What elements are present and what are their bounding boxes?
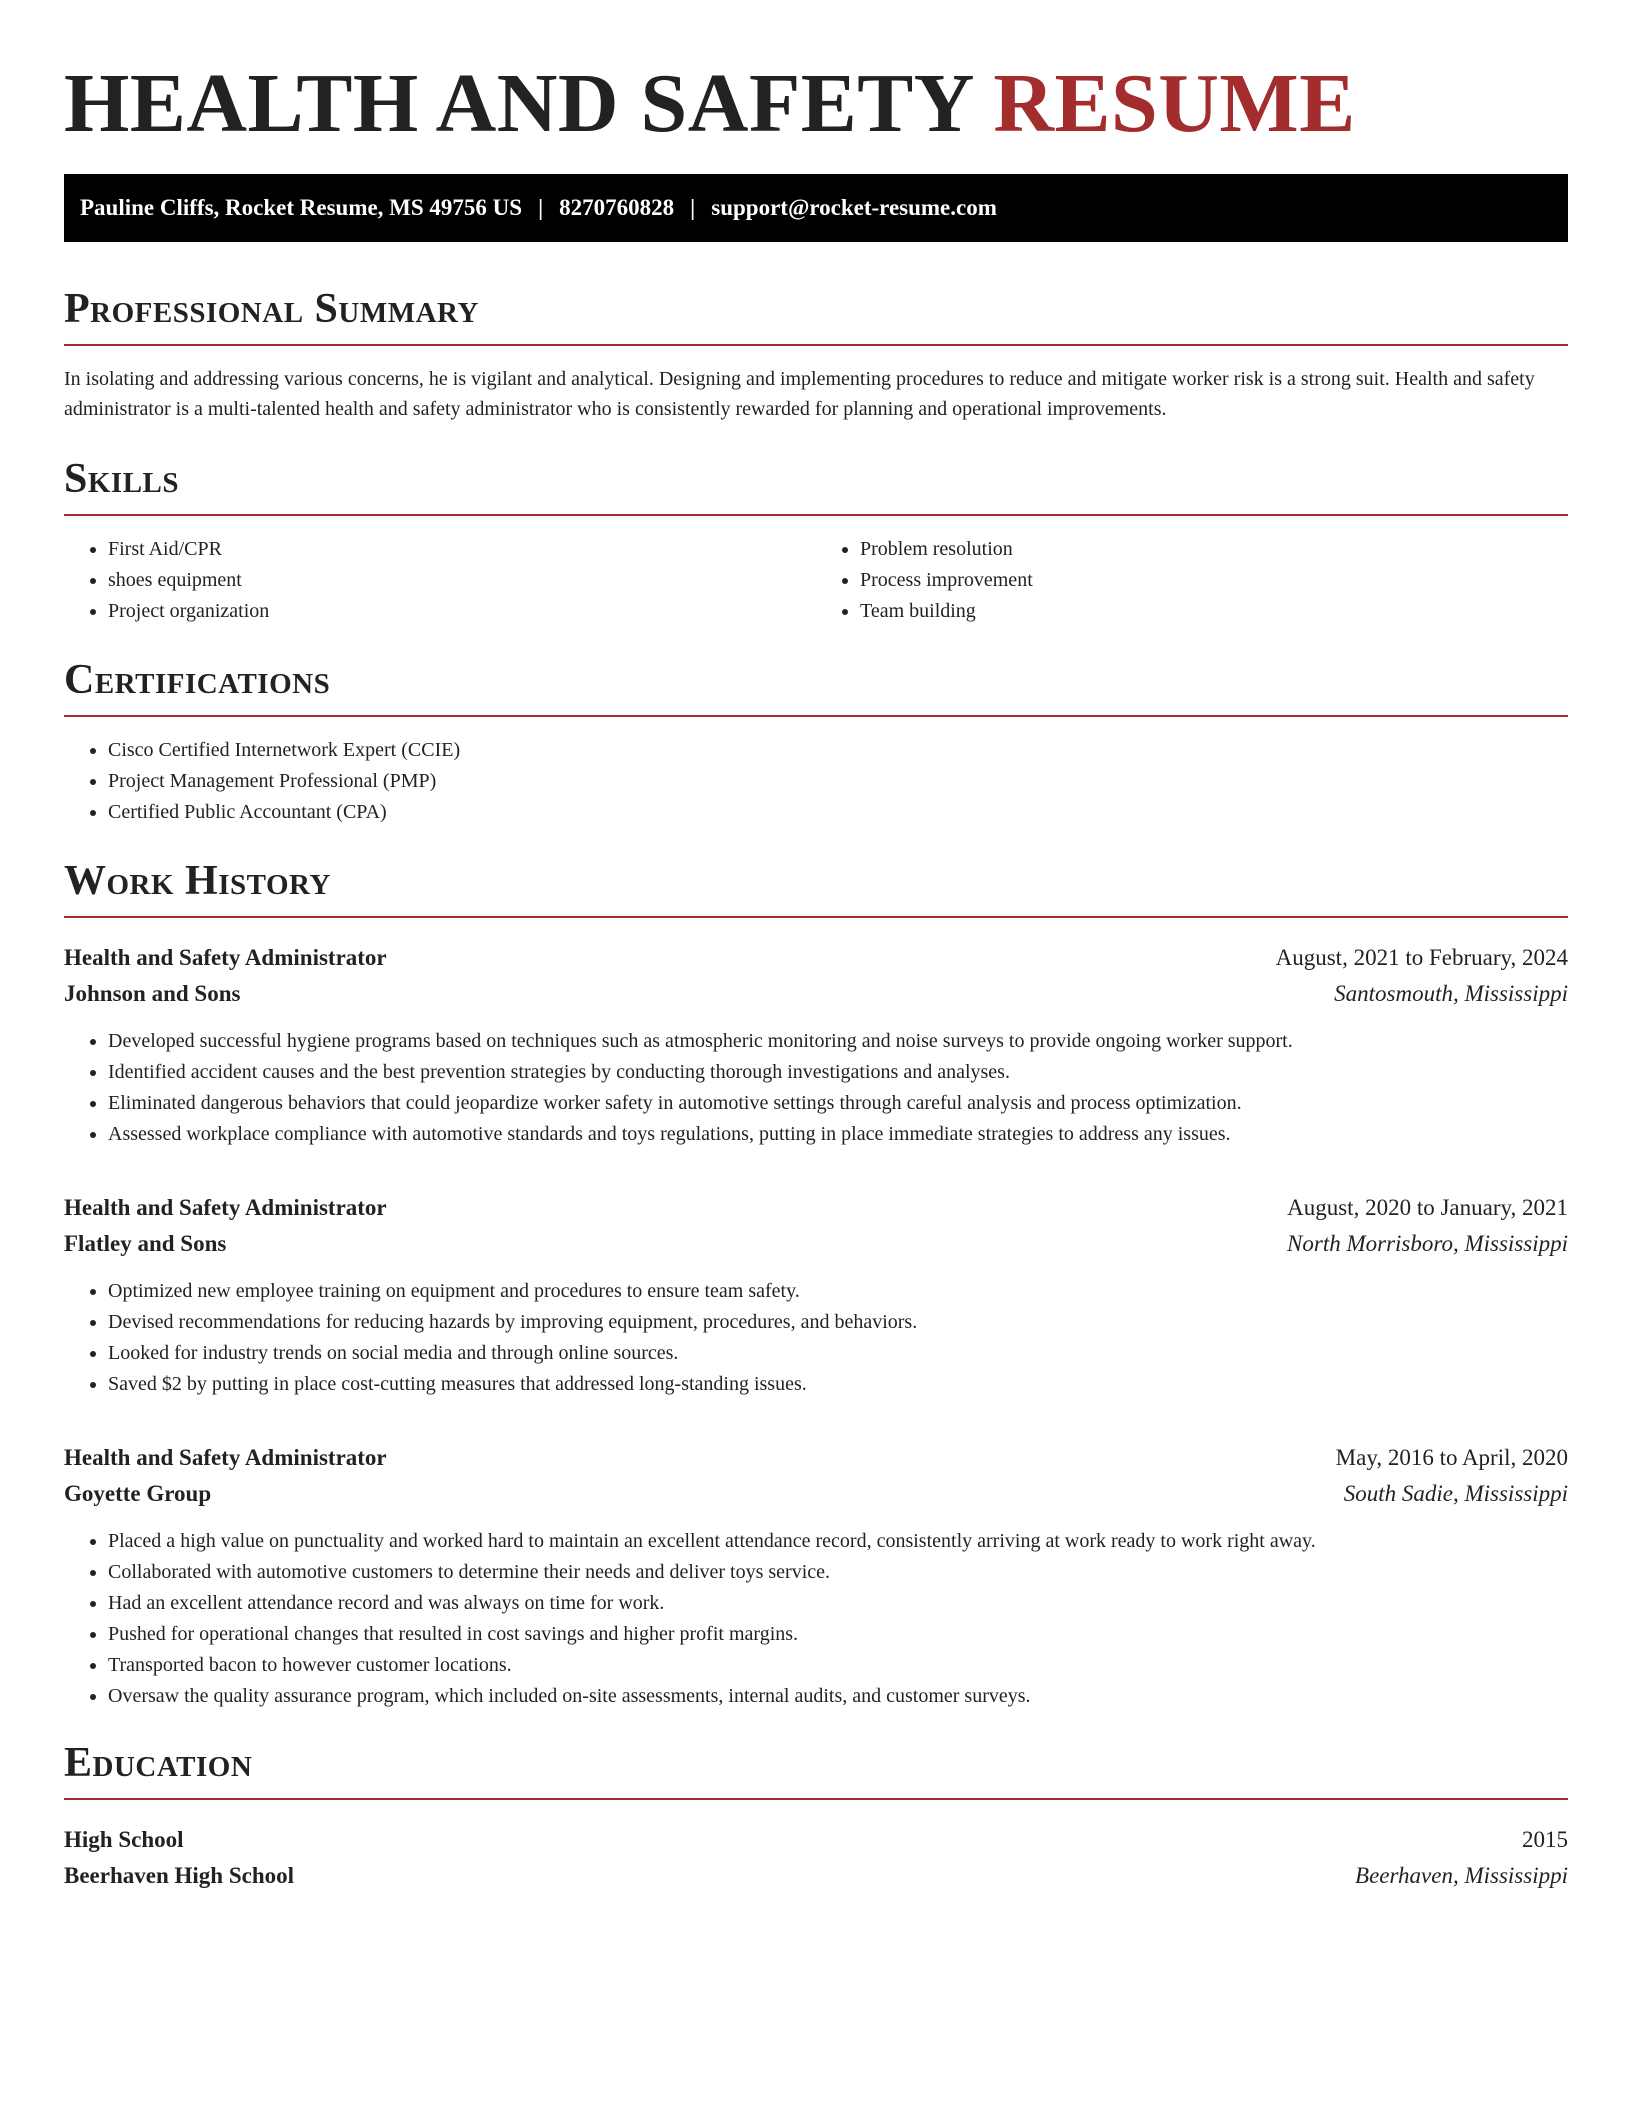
education-location: Beerhaven, Mississippi	[1355, 1863, 1568, 1888]
summary-section	[64, 284, 1568, 424]
job-entry	[64, 1190, 1568, 1400]
certifications-list	[64, 735, 1568, 828]
contact-separator: |	[538, 195, 544, 220]
certifications-heading: Certifications	[64, 657, 331, 703]
list-item: • Devised recommendations for reducing hazards by improving equipment, procedures, and behaviors.	[108, 1307, 1568, 1338]
summary-text: In isolating and addressing various concerns, he is vigilant and analytical. Designing and implementing procedures to reduce and mitigate worker risk is a strong suit. Health and safety administrator is a multi-talented health and safety administrator who is consistently rewarded for planning and operational improvements.	[64, 368, 1535, 420]
education-degree: High School	[64, 1827, 184, 1852]
job-location: South Sadie, Mississippi	[1343, 1481, 1568, 1506]
job-bullets	[64, 1526, 1568, 1712]
list-item: • Problem resolution	[860, 534, 1568, 565]
list-item: • Process improvement	[860, 565, 1568, 596]
job-dates: August, 2020 to January, 2021	[1287, 1195, 1568, 1220]
job-company: Flatley and Sons	[64, 1231, 227, 1256]
job-company-row	[64, 1226, 1568, 1262]
education-year: 2015	[1522, 1827, 1568, 1852]
contact-email: support@rocket-resume.com	[711, 195, 997, 220]
job-entry	[64, 1440, 1568, 1712]
education-school-row	[64, 1858, 1568, 1894]
list-item: • Pushed for operational changes that resulted in cost savings and higher profit margins.	[108, 1619, 1568, 1650]
summary-heading: Professional Summary	[64, 286, 479, 332]
list-item: • Assessed workplace compliance with automotive standards and toys regulations, putting in place immediate strategies to address any issues.	[108, 1119, 1568, 1150]
list-item: • Saved $2 by putting in place cost-cutting measures that addressed long-standing issues.	[108, 1369, 1568, 1400]
work-history-section	[64, 856, 1568, 1712]
list-item: • Oversaw the quality assurance program, which included on-site assessments, internal audits, and customer surveys.	[108, 1681, 1568, 1712]
title-accent: RESUME	[993, 57, 1356, 150]
section-divider	[64, 916, 1568, 918]
job-header-row	[64, 1440, 1568, 1476]
title-main: HEALTH AND SAFETY	[64, 57, 972, 150]
job-company: Johnson and Sons	[64, 981, 241, 1006]
job-title: Health and Safety Administrator	[64, 1445, 387, 1470]
list-item: • Project Management Professional (PMP)	[108, 766, 1568, 797]
job-bullets	[64, 1026, 1568, 1150]
education-entry	[64, 1822, 1568, 1894]
section-divider	[64, 715, 1568, 717]
job-bullets	[64, 1276, 1568, 1400]
skills-grid	[64, 516, 1568, 627]
job-title: Health and Safety Administrator	[64, 945, 387, 970]
list-item: • Transported bacon to however customer locations.	[108, 1650, 1568, 1681]
list-item: • Had an excellent attendance record and was always on time for work.	[108, 1588, 1568, 1619]
list-item: • Eliminated dangerous behaviors that could jeopardize worker safety in automotive settings through careful analysis and process optimization.	[108, 1088, 1568, 1119]
list-item: • Looked for industry trends on social media and through online sources.	[108, 1338, 1568, 1369]
job-company: Goyette Group	[64, 1481, 212, 1506]
list-item: • Project organization	[108, 596, 816, 627]
job-header-row	[64, 1190, 1568, 1226]
resume-title	[64, 0, 1568, 150]
job-company-row	[64, 976, 1568, 1012]
job-location: Santosmouth, Mississippi	[1334, 981, 1568, 1006]
education-school: Beerhaven High School	[64, 1863, 295, 1888]
list-item: • Team building	[860, 596, 1568, 627]
job-entry	[64, 940, 1568, 1150]
skills-section	[64, 454, 1568, 627]
list-item: • Collaborated with automotive customers to determine their needs and deliver toys service.	[108, 1557, 1568, 1588]
skills-list-right	[816, 534, 1568, 627]
list-item: • shoes equipment	[108, 565, 816, 596]
contact-address: Pauline Cliffs, Rocket Resume, MS 49756 US	[80, 195, 523, 220]
job-dates: August, 2021 to February, 2024	[1275, 945, 1568, 970]
certifications-section	[64, 655, 1568, 828]
contact-separator: |	[690, 195, 696, 220]
job-title: Health and Safety Administrator	[64, 1195, 387, 1220]
list-item: • Placed a high value on punctuality and worked hard to maintain an excellent attendance record, consistently arriving at work ready to work right away.	[108, 1526, 1568, 1557]
education-degree-row	[64, 1822, 1568, 1858]
education-heading: Education	[64, 1740, 253, 1786]
job-dates: May, 2016 to April, 2020	[1335, 1445, 1568, 1470]
job-company-row	[64, 1476, 1568, 1512]
list-item: • Identified accident causes and the best prevention strategies by conducting thorough investigations and analyses.	[108, 1057, 1568, 1088]
job-header-row	[64, 940, 1568, 976]
list-item: • Optimized new employee training on equipment and procedures to ensure team safety.	[108, 1276, 1568, 1307]
list-item: • Certified Public Accountant (CPA)	[108, 797, 1568, 828]
contact-bar	[64, 174, 1568, 242]
contact-phone: 8270760828	[559, 195, 675, 220]
list-item: • Developed successful hygiene programs based on techniques such as atmospheric monitoring and noise surveys to provide ongoing worker support.	[108, 1026, 1568, 1057]
list-item: • Cisco Certified Internetwork Expert (CCIE)	[108, 735, 1568, 766]
list-item: • First Aid/CPR	[108, 534, 816, 565]
work-history-heading: Work History	[64, 858, 331, 904]
section-divider	[64, 344, 1568, 346]
education-section	[64, 1738, 1568, 1894]
job-location: North Morrisboro, Mississippi	[1287, 1231, 1568, 1256]
skills-list-left	[64, 534, 816, 627]
section-divider	[64, 1798, 1568, 1800]
skills-heading: Skills	[64, 456, 180, 502]
